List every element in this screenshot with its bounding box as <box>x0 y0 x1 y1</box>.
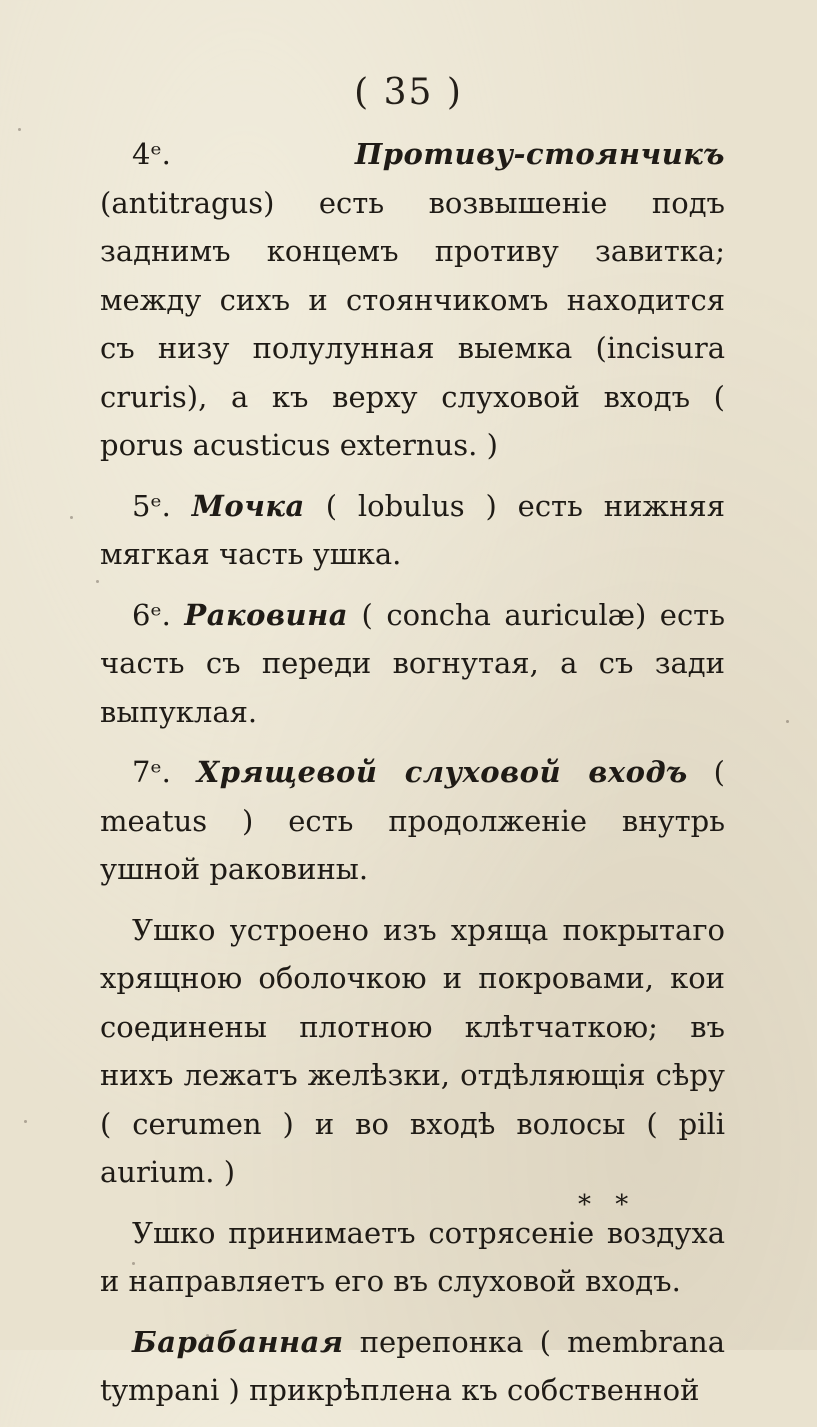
anatomical-term: Мочка <box>191 488 305 523</box>
paper-speck <box>312 1076 315 1079</box>
paragraph-meatus <box>100 748 725 894</box>
paragraph-antitragus <box>100 130 725 470</box>
anatomical-term: Хрящевой слуховой входъ <box>196 755 688 789</box>
paper-speck <box>786 720 789 723</box>
paragraph-concha <box>100 591 725 737</box>
paragraph-text: ( meatus ) есть продолженіе внутрь ушной раковины. <box>100 755 725 886</box>
paragraph-text: перепонка ( membrana tympani ) прикрѣплена къ собственной <box>100 1324 725 1407</box>
page-number: ( 35 ) <box>354 72 463 113</box>
paper-speck <box>18 128 21 131</box>
paragraph-text: ( concha auriculæ) есть часть съ переди вогнутая, а съ зади выпуклая. <box>100 597 726 729</box>
paragraph-number: 6ᵉ. <box>132 597 171 632</box>
paper-speck <box>206 1334 209 1337</box>
paragraph-ear-function <box>100 1209 725 1306</box>
paper-speck <box>24 1120 27 1123</box>
paragraph-number: 7ᵉ. <box>132 755 171 789</box>
paper-speck <box>96 580 99 583</box>
paragraph-number: 4ᵉ. <box>132 137 171 171</box>
text-body <box>100 130 725 1427</box>
paragraph-tympanic-membrane <box>100 1318 725 1415</box>
paragraph-text: ( lobulus ) есть нижняя мягкая часть ушка. <box>100 488 725 571</box>
anatomical-term: Противу-стоянчикъ <box>354 137 725 171</box>
paragraph-text: Ушко принимаетъ сотрясеніе воздуха и направляетъ его въ слуховой входъ. <box>100 1215 725 1298</box>
paper-speck <box>70 516 73 519</box>
signature-mark: * * <box>578 1190 637 1220</box>
anatomical-term: Раковина <box>184 597 349 632</box>
paper-speck <box>132 1262 135 1265</box>
paragraph-text: (antitragus) есть возвышеніе подъ заднимъ концемъ противу завитка; между сихъ и стоянчикомъ находится съ низу полулунная выемка (incisura cruris), а къ верху слуховой входъ ( porus acusticus externus. ) <box>100 185 725 462</box>
anatomical-term: Барабанная <box>132 1324 344 1359</box>
paragraph-text: Ушко устроено изъ хряща покрытаго хрящною оболочкою и покровами, кои соединены плотною клѣтчаткою; въ нихъ лежатъ желѣзки, отдѣляющія сѣру ( cerumen ) и во входѣ волосы ( pili aurium. ) <box>100 912 725 1189</box>
paragraph-ear-structure <box>100 906 725 1197</box>
paragraph-number: 5ᵉ. <box>132 488 171 523</box>
paragraph-lobulus <box>100 482 725 579</box>
